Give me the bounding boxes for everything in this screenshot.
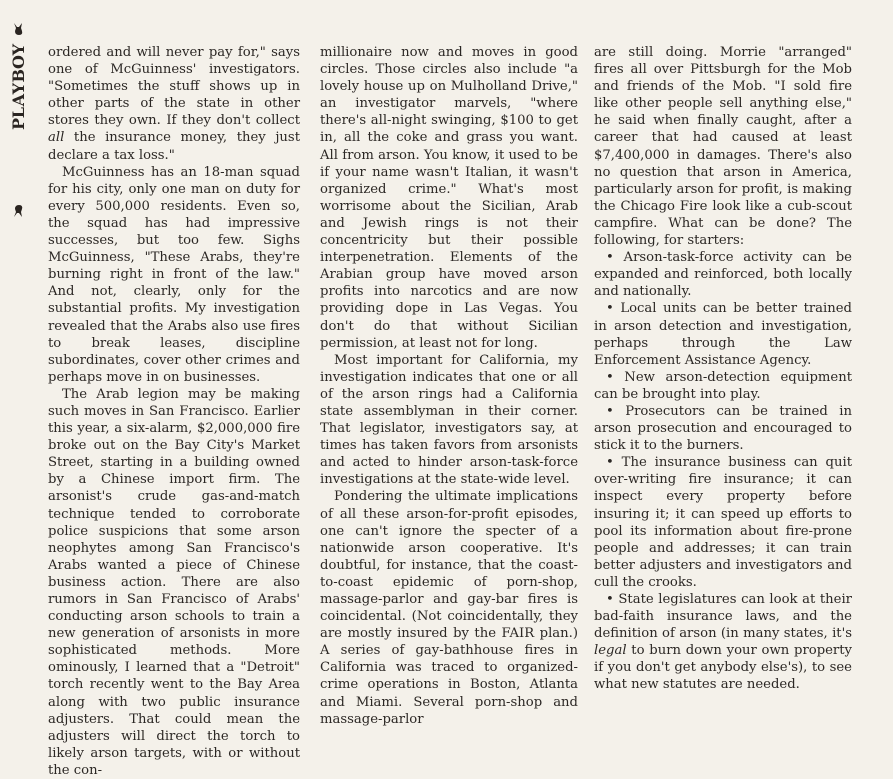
logo-letter: B <box>9 69 28 83</box>
recommendation-item: • State legislatures can look at their bad-faith insurance laws, and the definition of arson (in many states, it's legal to burn down your own property if you don't get anybody else's), to see what new statutes are needed. <box>594 592 852 693</box>
logo-letter: A <box>9 94 28 107</box>
recommendation-item: • Prosecutors can be trained in arson prosecution and encouraged to stick it to the burners. <box>594 403 852 454</box>
rabbit-head-icon-bottom <box>11 204 25 223</box>
article-paragraph: Pondering the ultimate implications of all these arson-for-profit episodes, one can't ignore the specter of a nationwide arson cooperative. It's doubtful, for instance, that the coast-to-coast epidemic of porn-shop, massage-parlor and gay-bar fires is coincidental. (Not coincidentally, they are mostly insured by the FAIR plan.) A series of gay-bathhouse fires in California was traced to organized-crime operations in Boston, Atlanta and Miami. Several porn-shop and massage-parlor <box>320 489 578 727</box>
logo-letter: L <box>9 106 28 118</box>
recommendation-item: • Arson-task-force activity can be expanded and reinforced, both locally and nationally. <box>594 250 852 300</box>
article-column-3 <box>594 44 852 693</box>
article-column-1 <box>48 44 300 778</box>
recommendation-item: • The insurance business can quit over-writing fire insurance; it can inspect every property before insuring it; it can speed up efforts to pool its information about fire-prone people and addresses; it can train better adjusters and investigators and cull the crooks. <box>594 455 852 590</box>
recommendation-item: • Local units can be better trained in arson detection and investigation, perhaps through the Law Enforcement Assistance Agency. <box>594 301 852 368</box>
article-paragraph: are still doing. Morrie "arranged" fires all over Pittsburgh for the Mob and friends of the Mob. "I sold fire like other people sell anything else," he said when finally caught, after a career that had caused at least $7,400,000 in damages. There's also no question that arson in America, particularly arson for profit, is making the Chicago Fire look like a cub-scout campfire. What can be done? The following, for starters: <box>594 45 852 249</box>
logo-letter: Y <box>9 82 28 95</box>
article-paragraph: Most important for California, my investigation indicates that one or all of the arson rings had a California state assemblyman in their corner. That legislator, investigators say, at times has taken favors from arsonists and acted to hinder arson-task-force investigations at the state-wide level. <box>320 352 578 488</box>
logo-letter: Y <box>9 44 28 56</box>
article-paragraph: millionaire now and moves in good circles. Those circles also include "a lovely house up on Mulholland Drive," an investigator marvels, "where there's all-night swinging, $100 to get in, all the coke and grass you want. All from arson. You know, it used to be if your name wasn't Italian, it wasn't organized crime." What's most worrisome about the Sicilian, Arab and Jewish rings is not their concentricity but their possible interpenetration. Elements of the Arabian group have moved arson profits into narcotics and are now providing dope in Las Vegas. You don't do that without Sicilian permission, at least not for long. <box>320 45 578 351</box>
article-paragraph: McGuinness has an 18-man squad for his city, only one man on duty for every 500,000 residents. Even so, the squad has had impressive successes, but too few. Sighs McGuinness, "These Arabs, they're burning right in front of the law." And not, clearly, only for the substantial profits. My investigation revealed that the Arabs also use fires to break leases, discipline subordinates, cover other crimes and perhaps move in on businesses. <box>48 164 300 385</box>
logo-letter: O <box>9 55 28 70</box>
article-paragraph: ordered and will never pay for," says one of McGuinness' investigators. "Sometimes the stuff shows up in other parts of the state in other stores they own. If they don't collect all the insurance money, they just declare a tax loss." <box>48 45 300 163</box>
article-paragraph: The Arab legion may be making such moves in San Francisco. Earlier this year, a six-alarm, $2,000,000 fire broke out on the Bay City's Market Street, starting in a building owned by a Chinese import firm. The arsonist's crude gas-and-match technique tended to corroborate police suspicions that some arson neophytes among San Francisco's Arabs wanted a piece of Chinese business action. There are also rumors in San Francisco of Arabs' conducting arson schools to train a new generation of arsonists in more sophisticated methods. More ominously, I learned that a "Detroit" torch recently went to the Bay Area along with two public insurance adjusters. That could mean the adjusters will direct the torch to likely arson targets, with or without the con- <box>48 386 300 778</box>
logo-letter: P <box>9 117 28 131</box>
rabbit-head-icon-svg <box>11 22 25 36</box>
article-column-2 <box>320 44 578 727</box>
recommendation-item: • New arson-detection equipment can be brought into play. <box>594 369 852 402</box>
magazine-logo-vertical <box>6 44 32 130</box>
rabbit-head-icon <box>11 22 25 41</box>
